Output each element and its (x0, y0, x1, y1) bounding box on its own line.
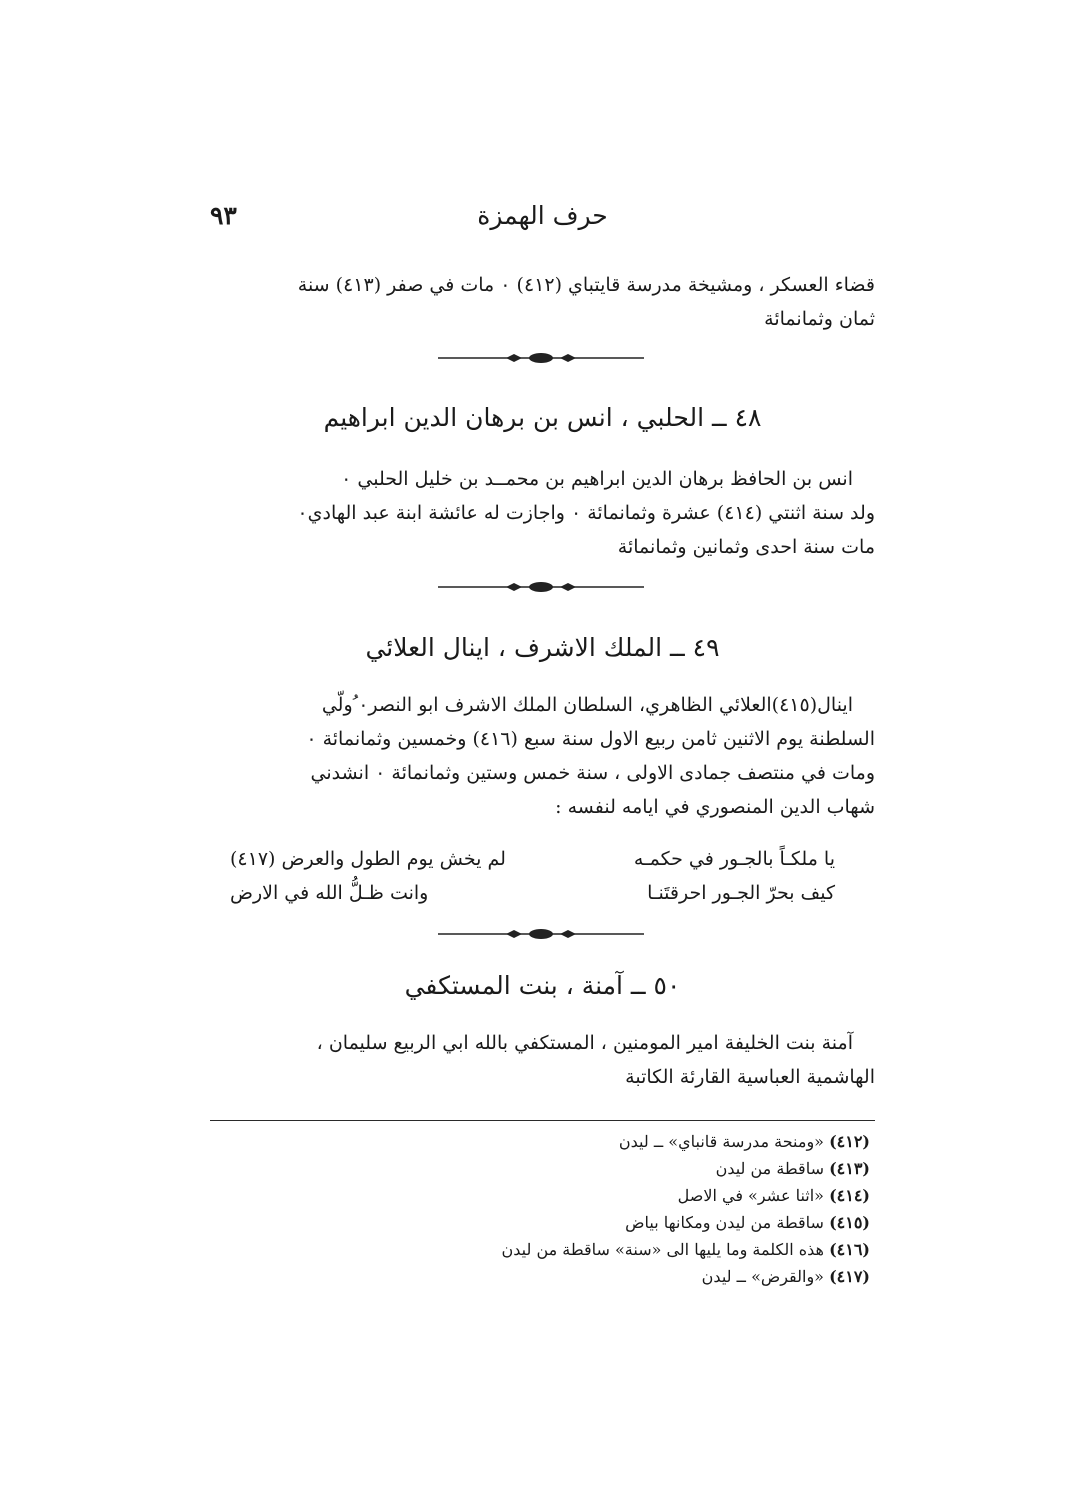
text-line: ومات في منتصف جمادى الاولى ، سنة خمس وستين وثمانمائة ٠ انشدني (310, 762, 875, 784)
entry-body-50 (210, 1026, 875, 1094)
text-line: الهاشمية العباسية القارئة الكاتبة (625, 1066, 875, 1088)
footnote (210, 1182, 875, 1209)
entry-heading-50: ٥٠ ــ آمنة ، بنت المستكفي (404, 971, 681, 1000)
text-line: شهاب الدين المنصوري في ايامه لنفسه : (555, 796, 875, 818)
footnote (210, 1236, 875, 1263)
ornament-divider (438, 580, 644, 594)
text-line: انس بن الحافظ برهان الدين ابراهيم بن محمــد بن خليل الحلبي ٠ (341, 468, 853, 490)
footnote-number: (٤١٤) (829, 1186, 870, 1205)
entry-body-48 (210, 462, 875, 564)
footnote-rule (210, 1120, 875, 1121)
hemistich-second: وانت ظـلُّ الله في الارض (230, 882, 429, 904)
footnote-number: (٤١٣) (829, 1159, 870, 1178)
running-title: حرف الهمزة (477, 201, 608, 230)
footnote-text: «والقرض» ــ ليدن (701, 1267, 824, 1286)
footnote-number: (٤١٦) (829, 1240, 870, 1259)
text-line: ثمان وثمانمائة (764, 308, 875, 330)
text-line: قضاء العسكر ، ومشيخة مدرسة قايتباي (٤١٢) ٠ مات في صفر (٤١٣) سنة (297, 274, 875, 296)
poem (210, 842, 875, 910)
ornament-divider (438, 351, 644, 365)
footnote (210, 1263, 875, 1290)
footnote-text: «اثنا عشر» في الاصل (677, 1186, 824, 1205)
verse-line (210, 876, 875, 910)
footnote-text: هذه الكلمة وما يليها الى «سنة» ساقطة من ليدن (501, 1240, 824, 1259)
text-line: آمنة بنت الخليفة امير المومنين ، المستكفي بالله ابي الربيع سليمان ، (316, 1032, 853, 1054)
footnote-text: ساقطة من ليدن ومكانها بياض (625, 1213, 824, 1232)
entry-heading-49: ٤٩ ــ الملك الاشرف ، اينال العلائي (365, 633, 720, 662)
ornament-divider (438, 927, 644, 941)
hemistich-second: لم يخش يوم الطول والعرض (٤١٧) (230, 848, 506, 870)
page-header (210, 196, 875, 236)
footnote-text: ساقطة من ليدن (715, 1159, 824, 1178)
page-number: ٩٣ (210, 201, 237, 230)
text-line: مات سنة احدى وثمانين وثمانمائة (617, 536, 875, 558)
text-line: ُولد سنة اثنتي (٤١٤) عشرة وثمانمائة ٠ واجازت له عائشة ابنة عبد الهادي٠ (297, 502, 875, 524)
footnote-text: «ومنحة مدرسة قانباي» ــ ليدن (618, 1132, 824, 1151)
footnote-number: (٤١٥) (829, 1213, 870, 1232)
footnote-number: (٤١٢) (829, 1132, 870, 1151)
intro-paragraph (210, 268, 875, 336)
hemistich-first: كيف بحرّ الجـور احرقتَنـا (647, 882, 835, 904)
entry-body-49 (210, 688, 875, 824)
text-line: اينال(٤١٥)العلائي الظاهري، السلطان الملك الاشرف ابو النصر٠ ُولّي (321, 694, 853, 716)
footnotes (210, 1128, 875, 1290)
text-line: السلطنة يوم الاثنين ثامن ربيع الاول سنة سبع (٤١٦) وخمسين وثمانمائة ٠ (306, 728, 875, 750)
footnote (210, 1209, 875, 1236)
verse-line (210, 842, 875, 876)
footnote-number: (٤١٧) (829, 1267, 870, 1286)
entry-heading-48: ٤٨ ــ الحلبي ، انس بن برهان الدين ابراهيم (323, 403, 762, 432)
hemistich-first: يا ملكـاً بالجـور في حكمـه (633, 848, 835, 870)
footnote (210, 1155, 875, 1182)
footnote (210, 1128, 875, 1155)
